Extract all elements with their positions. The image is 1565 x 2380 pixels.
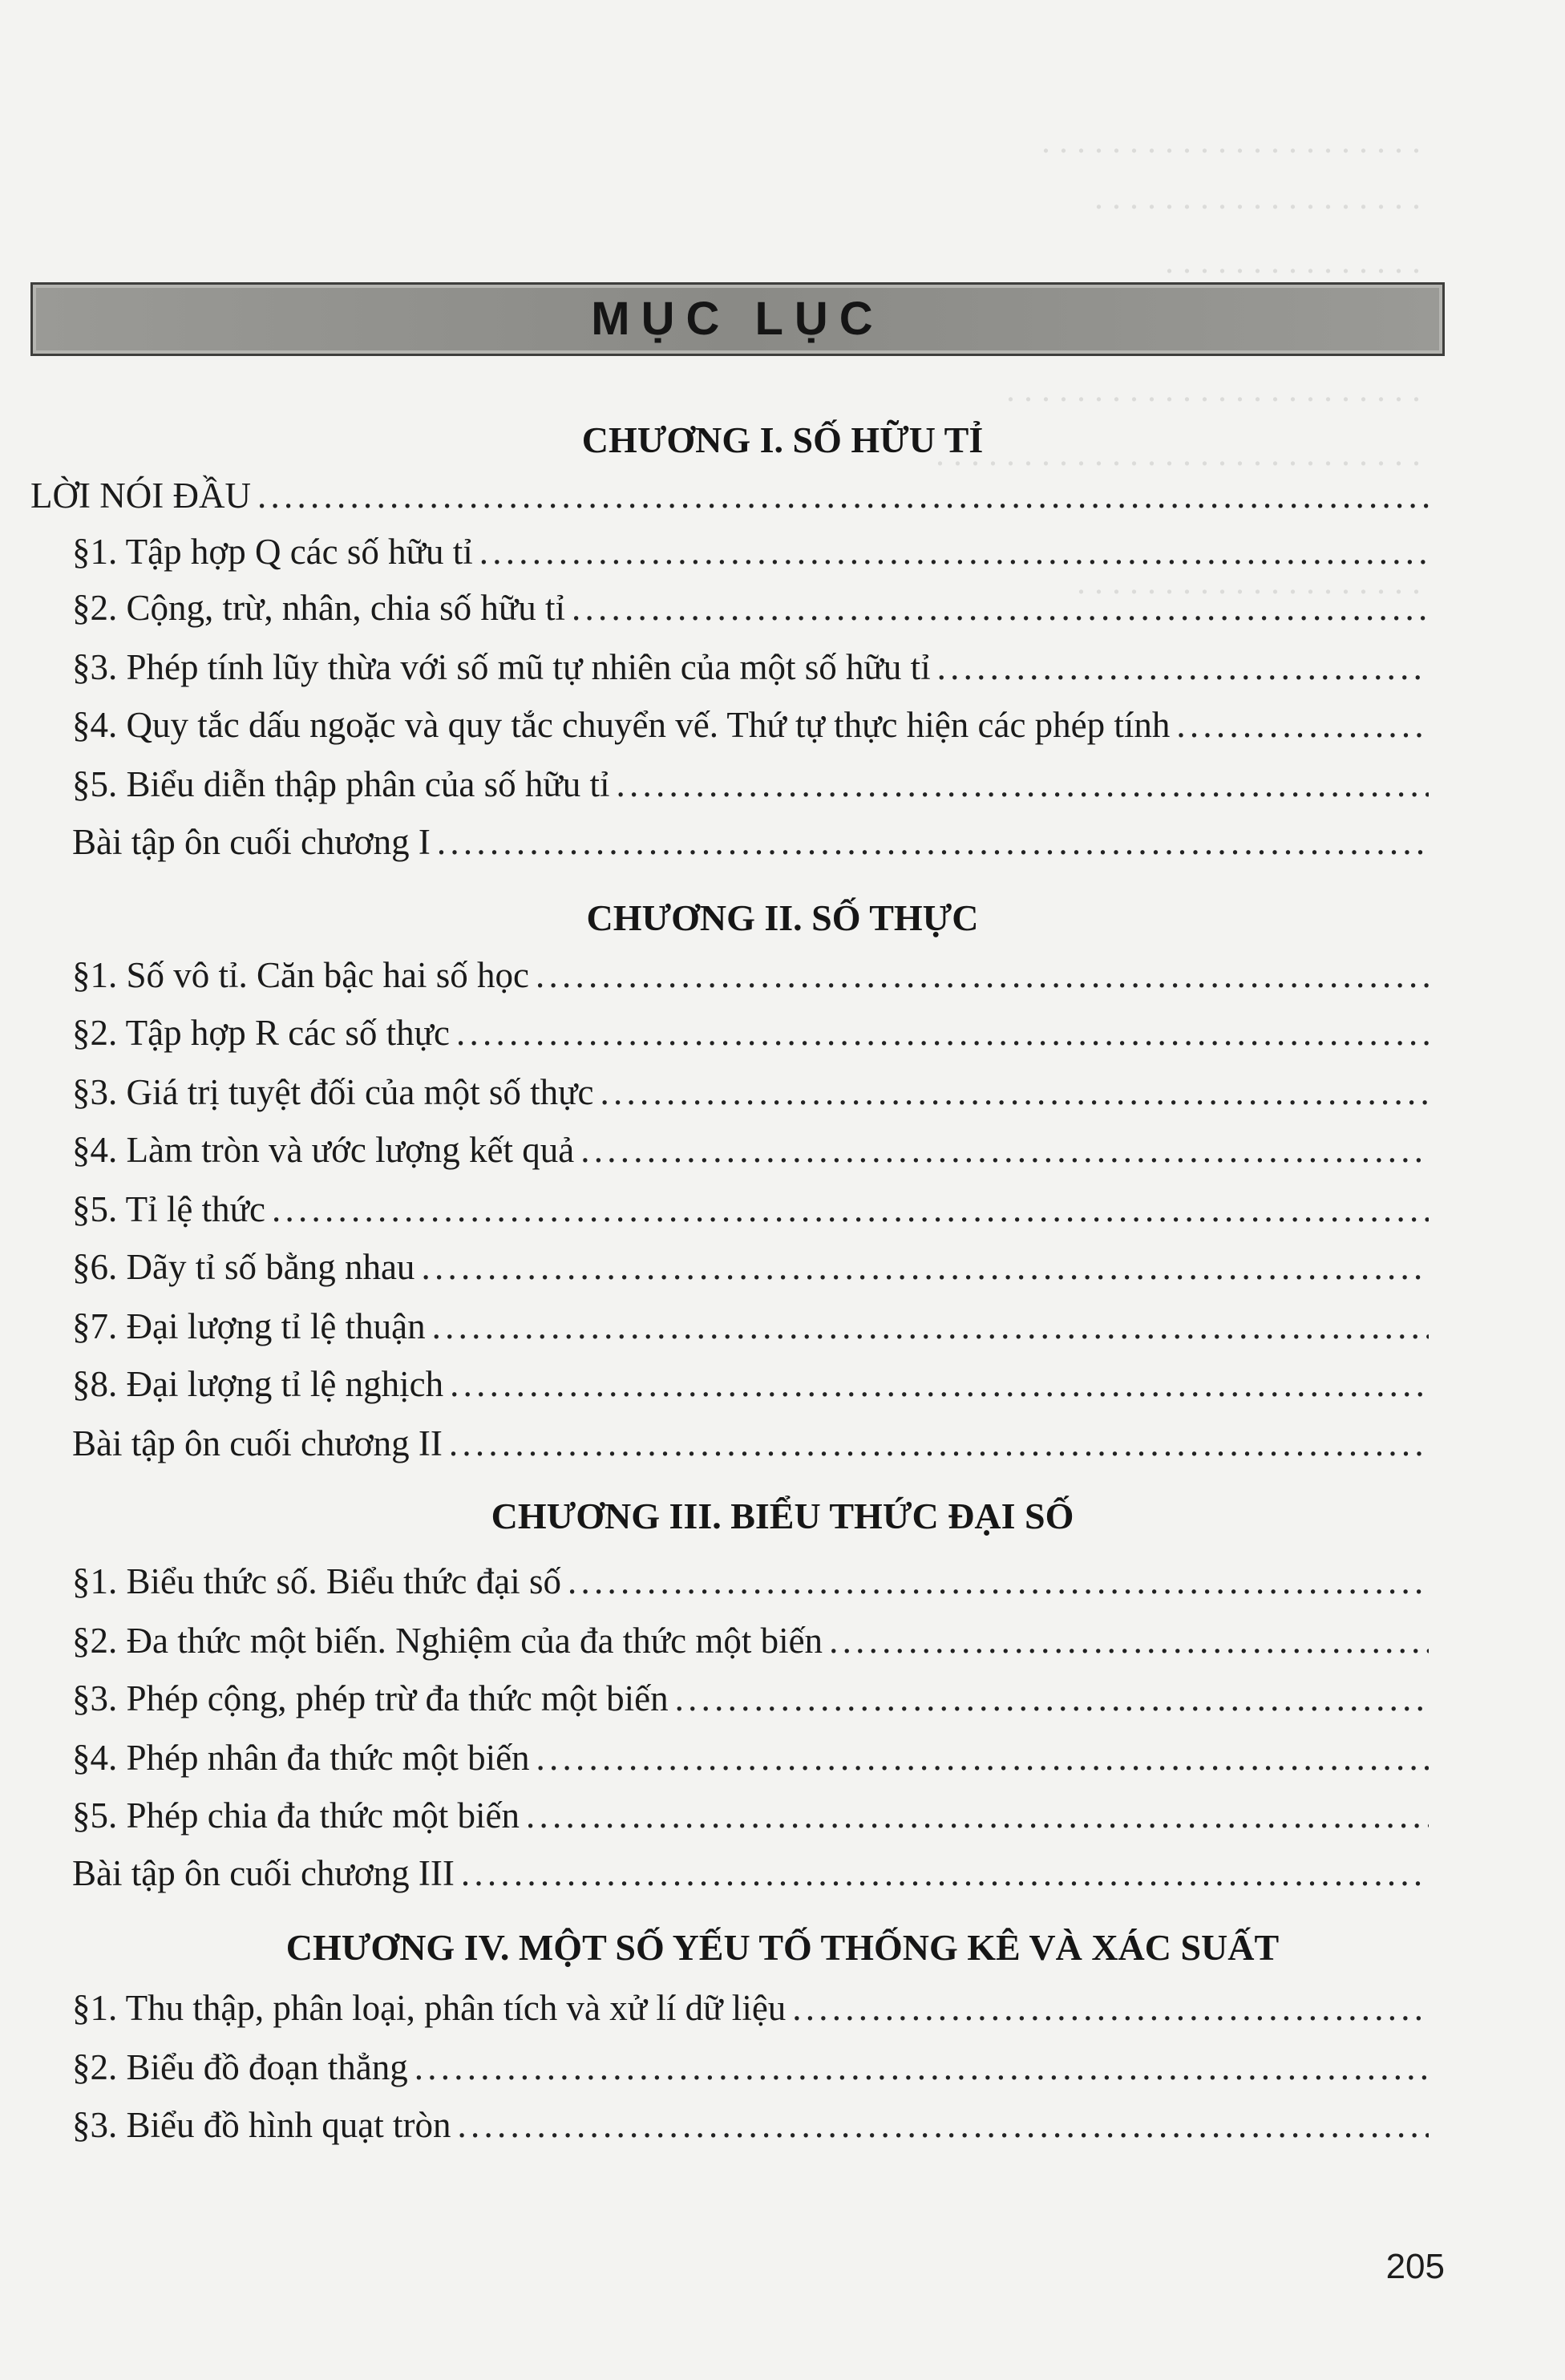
toc-entry-label: §2. Tập hợp R các số thực	[72, 1013, 451, 1053]
toc-entry[interactable]	[72, 1071, 1429, 1113]
toc-entry[interactable]	[72, 587, 1429, 629]
dot-leader	[257, 475, 1429, 516]
toc-entry[interactable]	[72, 1737, 1429, 1779]
dot-leader	[421, 1246, 1429, 1288]
dot-leader	[675, 1678, 1429, 1719]
toc-entry-label: §7. Đại lượng tỉ lệ thuận	[72, 1306, 426, 1346]
toc-entry[interactable]	[72, 646, 1429, 688]
toc-entry[interactable]	[72, 2046, 1429, 2088]
page-number: 205	[1385, 2247, 1445, 2286]
toc-entry-label: §3. Phép tính lũy thừa với số mũ tự nhiên của một số hữu tỉ	[72, 647, 931, 687]
toc-entry[interactable]	[72, 2104, 1429, 2146]
show-through-text: . . . . . . . . . . . . . . . . . . . .	[1077, 562, 1421, 601]
toc-entry-label: §1. Biểu thức số. Biểu thức đại số	[72, 1561, 561, 1601]
toc-entry-label: §4. Làm tròn và ước lượng kết quả	[72, 1130, 575, 1170]
toc-entry-label: §1. Số vô tỉ. Căn bậc hai số học	[72, 955, 529, 995]
toc-entry[interactable]	[72, 1012, 1429, 1054]
dot-leader	[457, 2104, 1429, 2146]
toc-entry-label: §5. Tỉ lệ thức	[72, 1189, 266, 1229]
dot-leader	[456, 1012, 1429, 1054]
toc-entry[interactable]	[72, 1678, 1429, 1719]
toc-entry-label: Bài tập ôn cuối chương III	[72, 1853, 455, 1893]
toc-entry-label: §3. Giá trị tuyệt đối của một số thực	[72, 1072, 594, 1112]
toc-entry[interactable]	[72, 1620, 1429, 1662]
toc-entry-label: §5. Biểu diễn thập phân của số hữu tỉ	[72, 764, 610, 804]
toc-entry-label: §3. Biểu đồ hình quạt tròn	[72, 2105, 451, 2145]
toc-entry[interactable]	[72, 1246, 1429, 1288]
dot-leader	[937, 646, 1429, 688]
dot-leader	[580, 1129, 1429, 1171]
toc-entry-label: §8. Đại lượng tỉ lệ nghịch	[72, 1364, 444, 1404]
toc-entry-label: §2. Đa thức một biến. Nghiệm của đa thức một biến	[72, 1621, 823, 1661]
dot-leader	[432, 1305, 1429, 1347]
show-through-text: . . . . . . . . . . . . . . . . . . .	[1094, 177, 1421, 217]
toc-entry-label: §1. Thu thập, phân loại, phân tích và xử lí dữ liệu	[72, 1988, 787, 2028]
chapter-heading: CHƯƠNG II. SỐ THỰC	[586, 897, 979, 938]
toc-entry-label: §2. Cộng, trừ, nhân, chia số hữu tỉ	[72, 588, 565, 628]
dot-leader	[415, 2046, 1429, 2088]
toc-entry[interactable]	[72, 1795, 1429, 1836]
toc-header-bar	[30, 282, 1445, 356]
dot-leader	[536, 1737, 1429, 1779]
dot-leader	[450, 1363, 1429, 1405]
toc-entry[interactable]	[72, 1852, 1429, 1894]
dot-leader	[568, 1560, 1429, 1602]
toc-entry[interactable]	[72, 1987, 1429, 2029]
toc-entry-label: §4. Phép nhân đa thức một biến	[72, 1738, 530, 1778]
toc-entry[interactable]	[72, 1188, 1429, 1230]
dot-leader	[601, 1071, 1429, 1113]
toc-entry[interactable]	[72, 1363, 1429, 1405]
chapter-heading: CHƯƠNG III. BIỂU THỨC ĐẠI SỐ	[491, 1496, 1074, 1536]
toc-entry[interactable]	[30, 475, 1429, 516]
show-through-text: . . . . . . . . . . . . . . . . . . . . . .	[1041, 121, 1421, 160]
dot-leader	[449, 1423, 1429, 1464]
toc-entry-label: §5. Phép chia đa thức một biến	[72, 1795, 520, 1836]
dot-leader	[1176, 704, 1429, 746]
show-through-text: . . . . . . . . . . . . . . . . . . . . . . . .	[1006, 370, 1421, 409]
toc-entry-label: §4. Quy tắc dấu ngoặc và quy tắc chuyển vế. Thứ tự thực hiện các phép tính	[72, 705, 1171, 745]
toc-entry[interactable]	[72, 531, 1429, 573]
toc-entry-label: §2. Biểu đồ đoạn thẳng	[72, 2047, 408, 2087]
toc-entry-label: LỜI NÓI ĐẦU	[30, 476, 251, 516]
toc-entry[interactable]	[72, 1423, 1429, 1464]
show-through-text: . . . . . . . . . . . . . . .	[1165, 241, 1421, 281]
dot-leader	[617, 763, 1429, 805]
dot-leader	[272, 1188, 1429, 1230]
toc-entry[interactable]	[72, 763, 1429, 805]
toc-entry[interactable]	[72, 1305, 1429, 1347]
show-through-text: . . . . . . . . . . . . . . . . . . . . . . . . . . . .	[936, 434, 1421, 473]
toc-entry[interactable]	[72, 704, 1429, 746]
dot-leader	[526, 1795, 1429, 1836]
dot-leader	[461, 1852, 1429, 1894]
toc-entry[interactable]	[72, 1129, 1429, 1171]
page-title: MỤC LỤC	[591, 293, 884, 345]
toc-entry-label: Bài tập ôn cuối chương II	[72, 1423, 443, 1463]
toc-entry-label: Bài tập ôn cuối chương I	[72, 822, 431, 862]
dot-leader	[792, 1987, 1429, 2029]
toc-entry[interactable]	[72, 821, 1429, 863]
dot-leader	[536, 954, 1429, 996]
toc-entry[interactable]	[72, 954, 1429, 996]
chapter-heading: CHƯƠNG I. SỐ HỮU TỈ	[581, 419, 984, 460]
dot-leader	[829, 1620, 1429, 1662]
toc-entry-label: §3. Phép cộng, phép trừ đa thức một biến	[72, 1678, 669, 1718]
dot-leader	[437, 821, 1429, 863]
toc-entry[interactable]	[72, 1560, 1429, 1602]
dot-leader	[479, 531, 1429, 573]
chapter-heading: CHƯƠNG IV. MỘT SỐ YẾU TỐ THỐNG KÊ VÀ XÁC SUẤT	[285, 1927, 1280, 1968]
toc-entry-label: §6. Dãy tỉ số bằng nhau	[72, 1247, 415, 1287]
toc-entry-label: §1. Tập hợp Q các số hữu tỉ	[72, 532, 473, 572]
dot-leader	[572, 587, 1429, 629]
